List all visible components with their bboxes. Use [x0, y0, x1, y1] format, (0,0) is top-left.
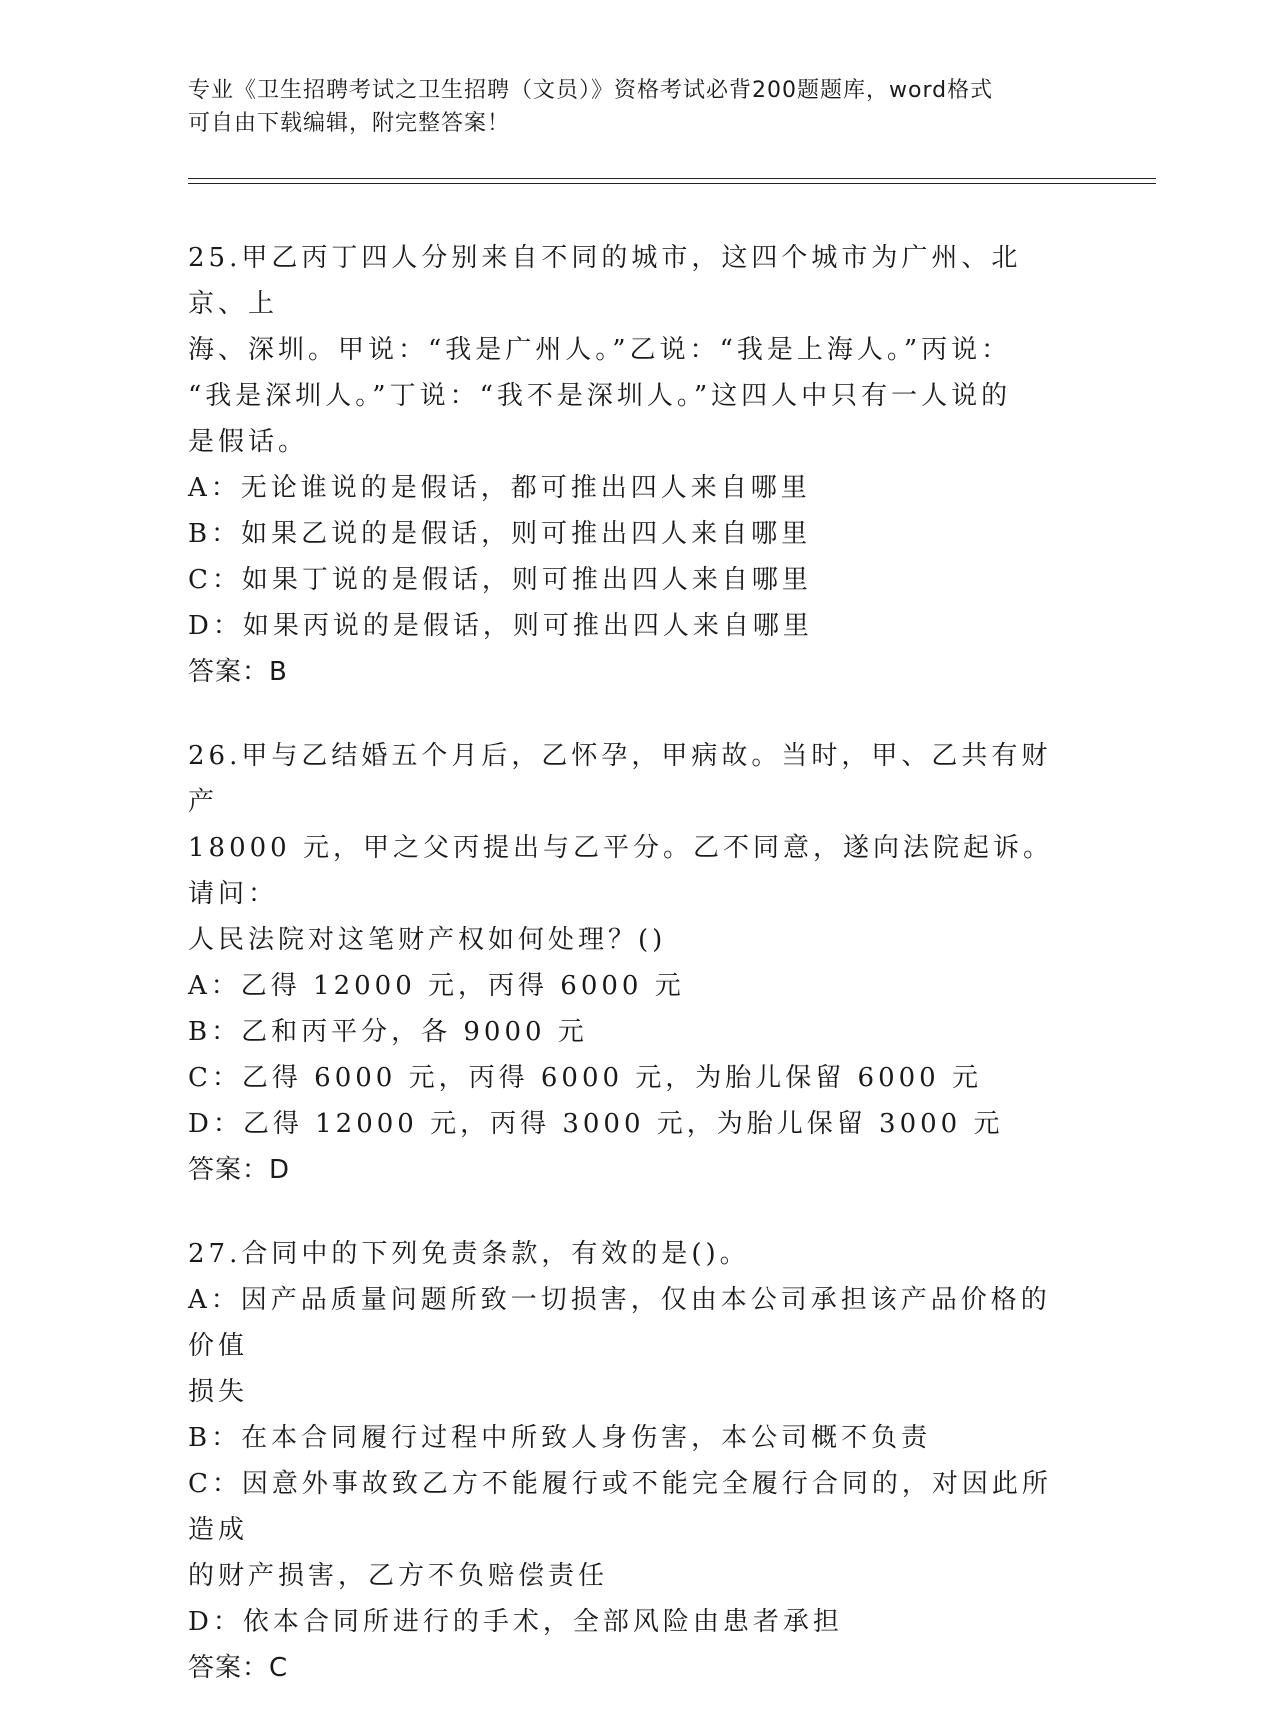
- question-27: [188, 1231, 1078, 1691]
- option-d: D：如果丙说的是假话，则可推出四人来自哪里: [188, 611, 813, 641]
- option-c-continued: 的财产损害，乙方不负赔偿责任: [188, 1561, 609, 1591]
- header-divider-top: [188, 178, 1156, 179]
- question-26: [188, 733, 1078, 1193]
- option-d: D：依本合同所进行的手术，全部风险由患者承担: [188, 1607, 843, 1637]
- option-b: B：如果乙说的是假话，则可推出四人来自哪里: [188, 519, 812, 549]
- question-stem-line: “我是深圳人。”丁说：“我不是深圳人。”这四人中只有一人说的: [188, 381, 1012, 411]
- question-stem-line: 是假话。: [188, 427, 309, 457]
- question-stem-line: 海、深圳。甲说：“我是广州人。”乙说：“我是上海人。”丙说：: [188, 335, 1012, 365]
- option-a: A：无论谁说的是假话，都可推出四人来自哪里: [188, 473, 811, 503]
- option-a: A：乙得 12000 元，丙得 6000 元: [188, 971, 685, 1001]
- option-c: C：乙得 6000 元，丙得 6000 元，为胎儿保留 6000 元: [188, 1063, 982, 1093]
- answer-line: 答案：C: [188, 1653, 289, 1683]
- question-stem-line: 18000 元，甲之父丙提出与乙平分。乙不同意，遂向法院起诉。请问：: [188, 833, 1053, 909]
- question-25: [188, 235, 1078, 695]
- option-c: C：因意外事故致乙方不能履行或不能完全履行合同的，对因此所造成: [188, 1469, 1052, 1545]
- option-c: C：如果丁说的是假话，则可推出四人来自哪里: [188, 565, 812, 595]
- question-stem-line: 人民法院对这笔财产权如何处理？(): [188, 925, 667, 955]
- option-a-continued: 损失: [188, 1377, 249, 1407]
- option-d: D：乙得 12000 元，丙得 3000 元，为胎儿保留 3000 元: [188, 1109, 1004, 1139]
- question-stem-line: 26.甲与乙结婚五个月后，乙怀孕，甲病故。当时，甲、乙共有财产: [188, 741, 1052, 817]
- option-b: B：乙和丙平分，各 9000 元: [188, 1017, 588, 1047]
- question-stem-line: 27.合同中的下列免责条款，有效的是()。: [188, 1239, 750, 1269]
- answer-line: 答案：D: [188, 1155, 291, 1185]
- answer-line: 答案：B: [188, 657, 288, 687]
- option-a: A：因产品质量问题所致一切损害，仅由本公司承担该产品价格的价值: [188, 1285, 1051, 1361]
- header-line-2: 可自由下载编辑，附完整答案！: [188, 111, 511, 136]
- option-b: B：在本合同履行过程中所致人身伤害，本公司概不负责: [188, 1423, 932, 1453]
- question-list: [188, 235, 1078, 1729]
- header-line-1: 专业《卫生招聘考试之卫生招聘（文员）》资格考试必背200题题库，word格式: [188, 78, 994, 103]
- question-stem-line: 25.甲乙丙丁四人分别来自不同的城市，这四个城市为广州、北京、上: [188, 243, 1022, 319]
- header-divider-bottom: [188, 183, 1156, 184]
- document-header: [188, 74, 1088, 140]
